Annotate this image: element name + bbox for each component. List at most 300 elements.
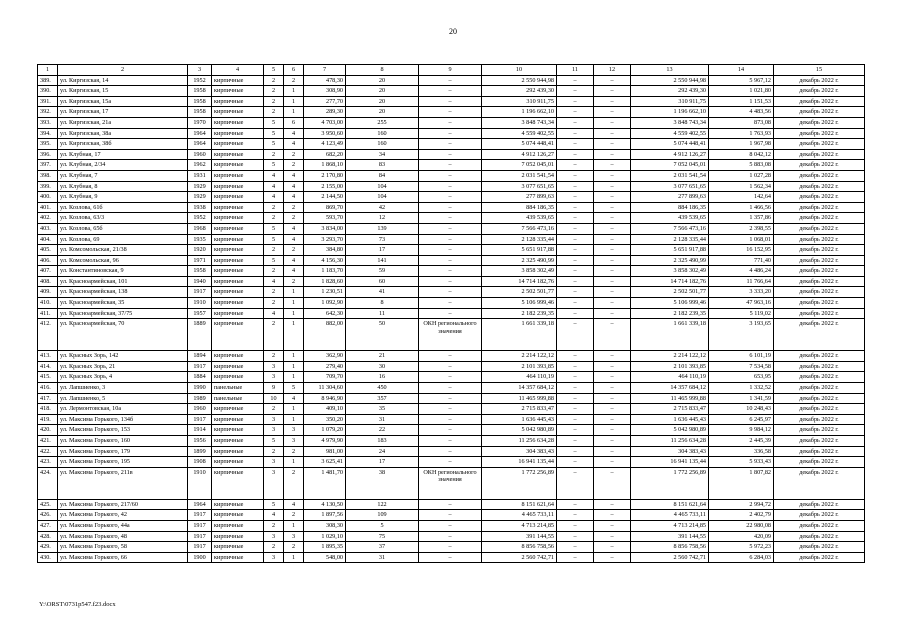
residents-cell: 20 bbox=[346, 107, 419, 118]
deadline-cell: декабрь 2022 г. bbox=[774, 128, 865, 139]
heritage-status-cell: – bbox=[419, 255, 482, 266]
deadline-cell: декабрь 2022 г. bbox=[774, 192, 865, 203]
deadline-cell: декабрь 2022 г. bbox=[774, 446, 865, 457]
floors-cell: 2 bbox=[264, 351, 284, 362]
year-cell: 1894 bbox=[188, 351, 212, 362]
table-row bbox=[38, 552, 865, 563]
dash-cell: – bbox=[594, 170, 631, 181]
cost-cell: 2 182 239,35 bbox=[482, 308, 557, 319]
row-number-cell: 405. bbox=[38, 245, 58, 256]
unit-cost-cell: 5 972,23 bbox=[709, 542, 774, 553]
heritage-status-cell: – bbox=[419, 96, 482, 107]
heritage-status-cell: – bbox=[419, 446, 482, 457]
dash-cell: – bbox=[594, 160, 631, 171]
cost-cell: 2 325 490,99 bbox=[482, 255, 557, 266]
year-cell: 1964 bbox=[188, 139, 212, 150]
table-row bbox=[38, 319, 865, 351]
row-number-cell: 399. bbox=[38, 181, 58, 192]
heritage-status-cell: – bbox=[419, 202, 482, 213]
cost-cell: 5 074 448,41 bbox=[482, 139, 557, 150]
area-cell: 1 481,70 bbox=[304, 467, 346, 499]
wall-material-cell: кирпичные bbox=[212, 372, 264, 383]
row-number-cell: 395. bbox=[38, 139, 58, 150]
wall-material-cell: кирпичные bbox=[212, 531, 264, 542]
year-cell: 1960 bbox=[188, 149, 212, 160]
total-cost-cell: 4 713 214,85 bbox=[631, 520, 709, 531]
area-cell: 1 230,51 bbox=[304, 287, 346, 298]
unit-cost-cell: 4 486,24 bbox=[709, 266, 774, 277]
address-cell: ул. Комсомольская, 96 bbox=[58, 255, 188, 266]
residents-cell: 17 bbox=[346, 245, 419, 256]
cost-cell: 304 383,43 bbox=[482, 446, 557, 457]
cost-cell: 277 899,63 bbox=[482, 192, 557, 203]
total-cost-cell: 4 912 126,27 bbox=[631, 149, 709, 160]
year-cell: 1958 bbox=[188, 266, 212, 277]
total-cost-cell: 1 196 662,10 bbox=[631, 107, 709, 118]
address-cell: ул. Козлова, 69 bbox=[58, 234, 188, 245]
residents-cell: 450 bbox=[346, 383, 419, 394]
entrances-cell: 2 bbox=[284, 245, 304, 256]
address-cell: ул. Максима Горького, 153 bbox=[58, 425, 188, 436]
deadline-cell: декабрь 2022 г. bbox=[774, 361, 865, 372]
dash-cell: – bbox=[594, 75, 631, 86]
residents-cell: 139 bbox=[346, 223, 419, 234]
address-cell: ул. Максима Горького, 42 bbox=[58, 510, 188, 521]
row-number-cell: 404. bbox=[38, 234, 58, 245]
year-cell: 1917 bbox=[188, 287, 212, 298]
area-cell: 709,70 bbox=[304, 372, 346, 383]
deadline-cell: декабрь 2022 г. bbox=[774, 86, 865, 97]
wall-material-cell: кирпичные bbox=[212, 96, 264, 107]
entrances-cell: 4 bbox=[284, 192, 304, 203]
area-cell: 882,00 bbox=[304, 319, 346, 351]
heritage-status-cell: – bbox=[419, 436, 482, 447]
floors-cell: 5 bbox=[264, 139, 284, 150]
cost-cell: 7 566 473,16 bbox=[482, 223, 557, 234]
unit-cost-cell: 3 193,65 bbox=[709, 319, 774, 351]
wall-material-cell: кирпичные bbox=[212, 404, 264, 415]
column-number-cell: 13 bbox=[631, 65, 709, 76]
area-cell: 308,30 bbox=[304, 520, 346, 531]
floors-cell: 3 bbox=[264, 467, 284, 499]
area-cell: 3 950,60 bbox=[304, 128, 346, 139]
year-cell: 1956 bbox=[188, 436, 212, 447]
cost-cell: 4 559 402,55 bbox=[482, 128, 557, 139]
cost-cell: 3 848 743,34 bbox=[482, 117, 557, 128]
heritage-status-cell: – bbox=[419, 308, 482, 319]
heritage-status-cell: – bbox=[419, 170, 482, 181]
wall-material-cell: кирпичные bbox=[212, 361, 264, 372]
dash-cell: – bbox=[557, 531, 594, 542]
total-cost-cell: 5 074 448,41 bbox=[631, 139, 709, 150]
residents-cell: 83 bbox=[346, 160, 419, 171]
column-number-row bbox=[38, 65, 865, 76]
page-number: 20 bbox=[449, 27, 457, 36]
year-cell: 1899 bbox=[188, 446, 212, 457]
cost-cell: 391 144,55 bbox=[482, 531, 557, 542]
year-cell: 1960 bbox=[188, 404, 212, 415]
dash-cell: – bbox=[557, 287, 594, 298]
wall-material-cell: кирпичные bbox=[212, 213, 264, 224]
heritage-status-cell: – bbox=[419, 372, 482, 383]
heritage-status-cell: – bbox=[419, 86, 482, 97]
entrances-cell: 1 bbox=[284, 520, 304, 531]
unit-cost-cell: 2 402,79 bbox=[709, 510, 774, 521]
deadline-cell: декабрь 2022 г. bbox=[774, 520, 865, 531]
table-row bbox=[38, 414, 865, 425]
floors-cell: 2 bbox=[264, 245, 284, 256]
row-number-cell: 423. bbox=[38, 457, 58, 468]
dash-cell: – bbox=[594, 255, 631, 266]
address-cell: ул. Киргизская, 17 bbox=[58, 107, 188, 118]
floors-cell: 2 bbox=[264, 404, 284, 415]
row-number-cell: 424. bbox=[38, 467, 58, 499]
area-cell: 1 868,10 bbox=[304, 160, 346, 171]
deadline-cell: декабрь 2022 г. bbox=[774, 287, 865, 298]
row-number-cell: 407. bbox=[38, 266, 58, 277]
dash-cell: – bbox=[557, 499, 594, 510]
table-row bbox=[38, 446, 865, 457]
heritage-status-cell: ОКН регионального значения bbox=[419, 467, 482, 499]
unit-cost-cell: 5 933,43 bbox=[709, 457, 774, 468]
unit-cost-cell: 1 967,98 bbox=[709, 139, 774, 150]
entrances-cell: 2 bbox=[284, 149, 304, 160]
cost-cell: 4 912 126,27 bbox=[482, 149, 557, 160]
area-cell: 1 029,10 bbox=[304, 531, 346, 542]
cost-cell: 5 042 980,89 bbox=[482, 425, 557, 436]
unit-cost-cell: 420,09 bbox=[709, 531, 774, 542]
residents-cell: 17 bbox=[346, 457, 419, 468]
dash-cell: – bbox=[594, 139, 631, 150]
total-cost-cell: 7 566 473,16 bbox=[631, 223, 709, 234]
unit-cost-cell: 1 357,86 bbox=[709, 213, 774, 224]
unit-cost-cell: 3 333,20 bbox=[709, 287, 774, 298]
year-cell: 1970 bbox=[188, 117, 212, 128]
cost-cell: 3 858 302,49 bbox=[482, 266, 557, 277]
area-cell: 362,90 bbox=[304, 351, 346, 362]
year-cell: 1917 bbox=[188, 520, 212, 531]
cost-cell: 2 502 501,77 bbox=[482, 287, 557, 298]
floors-cell: 2 bbox=[264, 107, 284, 118]
entrances-cell: 1 bbox=[284, 457, 304, 468]
year-cell: 1990 bbox=[188, 383, 212, 394]
entrances-cell: 2 bbox=[284, 276, 304, 287]
heritage-status-cell: – bbox=[419, 266, 482, 277]
deadline-cell: декабрь 2022 г. bbox=[774, 266, 865, 277]
dash-cell: – bbox=[557, 467, 594, 499]
wall-material-cell: кирпичные bbox=[212, 234, 264, 245]
dash-cell: – bbox=[594, 223, 631, 234]
year-cell: 1958 bbox=[188, 86, 212, 97]
unit-cost-cell: 1 562,34 bbox=[709, 181, 774, 192]
address-cell: ул. Комсомольская, 21/38 bbox=[58, 245, 188, 256]
residents-cell: 59 bbox=[346, 266, 419, 277]
entrances-cell: 4 bbox=[284, 223, 304, 234]
residents-cell: 34 bbox=[346, 149, 419, 160]
column-number-cell: 9 bbox=[419, 65, 482, 76]
year-cell: 1935 bbox=[188, 234, 212, 245]
wall-material-cell: кирпичные bbox=[212, 160, 264, 171]
entrances-cell: 2 bbox=[284, 542, 304, 553]
residents-cell: 104 bbox=[346, 181, 419, 192]
deadline-cell: декабрь 2022 г. bbox=[774, 96, 865, 107]
year-cell: 1952 bbox=[188, 213, 212, 224]
cost-cell: 2 715 833,47 bbox=[482, 404, 557, 415]
cost-cell: 14 714 182,76 bbox=[482, 276, 557, 287]
deadline-cell: декабрь 2022 г. bbox=[774, 170, 865, 181]
address-cell: ул. Козлова, 65б bbox=[58, 223, 188, 234]
dash-cell: – bbox=[557, 266, 594, 277]
heritage-status-cell: – bbox=[419, 75, 482, 86]
dash-cell: – bbox=[594, 372, 631, 383]
row-number-cell: 415. bbox=[38, 372, 58, 383]
area-cell: 4 979,90 bbox=[304, 436, 346, 447]
area-cell: 277,70 bbox=[304, 96, 346, 107]
address-cell: ул. Максима Горького, 211в bbox=[58, 467, 188, 499]
unit-cost-cell: 1 027,28 bbox=[709, 170, 774, 181]
heritage-status-cell: – bbox=[419, 287, 482, 298]
floors-cell: 2 bbox=[264, 75, 284, 86]
entrances-cell: 1 bbox=[284, 404, 304, 415]
wall-material-cell: кирпичные bbox=[212, 245, 264, 256]
table-row bbox=[38, 542, 865, 553]
heritage-status-cell: – bbox=[419, 245, 482, 256]
dash-cell: – bbox=[557, 308, 594, 319]
address-cell: ул. Максима Горького, 217/60 bbox=[58, 499, 188, 510]
total-cost-cell: 3 858 302,49 bbox=[631, 266, 709, 277]
heritage-status-cell: ОКН регионального значения bbox=[419, 319, 482, 351]
address-cell: ул. Красноармейская, 138 bbox=[58, 287, 188, 298]
address-cell: ул. Козлова, 61б bbox=[58, 202, 188, 213]
dash-cell: – bbox=[594, 425, 631, 436]
residents-cell: 50 bbox=[346, 319, 419, 351]
unit-cost-cell: 771,40 bbox=[709, 255, 774, 266]
dash-cell: – bbox=[557, 107, 594, 118]
cost-cell: 7 052 045,01 bbox=[482, 160, 557, 171]
unit-cost-cell: 16 152,95 bbox=[709, 245, 774, 256]
entrances-cell: 3 bbox=[284, 436, 304, 447]
residents-cell: 8 bbox=[346, 298, 419, 309]
wall-material-cell: панельные bbox=[212, 383, 264, 394]
wall-material-cell: кирпичные bbox=[212, 223, 264, 234]
address-cell: ул. Максима Горького, 134б bbox=[58, 414, 188, 425]
table-row bbox=[38, 86, 865, 97]
total-cost-cell: 11 256 634,28 bbox=[631, 436, 709, 447]
year-cell: 1910 bbox=[188, 298, 212, 309]
floors-cell: 5 bbox=[264, 499, 284, 510]
unit-cost-cell: 2 445,39 bbox=[709, 436, 774, 447]
year-cell: 1938 bbox=[188, 202, 212, 213]
floors-cell: 2 bbox=[264, 287, 284, 298]
total-cost-cell: 2 128 335,44 bbox=[631, 234, 709, 245]
column-number-cell: 5 bbox=[264, 65, 284, 76]
floors-cell: 2 bbox=[264, 542, 284, 553]
wall-material-cell: кирпичные bbox=[212, 499, 264, 510]
cost-cell: 16 941 135,44 bbox=[482, 457, 557, 468]
unit-cost-cell: 653,95 bbox=[709, 372, 774, 383]
dash-cell: – bbox=[557, 351, 594, 362]
deadline-cell: декабрь 2022 г. bbox=[774, 255, 865, 266]
row-number-cell: 391. bbox=[38, 96, 58, 107]
residents-cell: 122 bbox=[346, 499, 419, 510]
address-cell: ул. Максима Горького, 66 bbox=[58, 552, 188, 563]
wall-material-cell: кирпичные bbox=[212, 266, 264, 277]
address-cell: ул. Клубная, 2/34 bbox=[58, 160, 188, 171]
entrances-cell: 1 bbox=[284, 287, 304, 298]
entrances-cell: 4 bbox=[284, 234, 304, 245]
wall-material-cell: кирпичные bbox=[212, 192, 264, 203]
area-cell: 384,80 bbox=[304, 245, 346, 256]
entrances-cell: 2 bbox=[284, 202, 304, 213]
entrances-cell: 1 bbox=[284, 107, 304, 118]
table-row bbox=[38, 139, 865, 150]
area-cell: 682,20 bbox=[304, 149, 346, 160]
dash-cell: – bbox=[594, 446, 631, 457]
entrances-cell: 1 bbox=[284, 319, 304, 351]
total-cost-cell: 14 714 182,76 bbox=[631, 276, 709, 287]
cost-cell: 4 713 214,85 bbox=[482, 520, 557, 531]
dash-cell: – bbox=[594, 128, 631, 139]
floors-cell: 4 bbox=[264, 170, 284, 181]
row-number-cell: 427. bbox=[38, 520, 58, 531]
row-number-cell: 425. bbox=[38, 499, 58, 510]
residents-cell: 41 bbox=[346, 287, 419, 298]
cost-cell: 2 101 393,85 bbox=[482, 361, 557, 372]
area-cell: 3 293,70 bbox=[304, 234, 346, 245]
deadline-cell: декабрь 2022 г. bbox=[774, 234, 865, 245]
wall-material-cell: кирпичные bbox=[212, 542, 264, 553]
floors-cell: 5 bbox=[264, 117, 284, 128]
wall-material-cell: кирпичные bbox=[212, 457, 264, 468]
wall-material-cell: кирпичные bbox=[212, 107, 264, 118]
area-cell: 4 703,00 bbox=[304, 117, 346, 128]
total-cost-cell: 2 550 944,98 bbox=[631, 75, 709, 86]
residents-cell: 104 bbox=[346, 192, 419, 203]
row-number-cell: 421. bbox=[38, 436, 58, 447]
area-cell: 350,20 bbox=[304, 414, 346, 425]
unit-cost-cell: 7 534,58 bbox=[709, 361, 774, 372]
row-number-cell: 390. bbox=[38, 86, 58, 97]
dash-cell: – bbox=[557, 425, 594, 436]
heritage-status-cell: – bbox=[419, 298, 482, 309]
dash-cell: – bbox=[557, 149, 594, 160]
residents-cell: 20 bbox=[346, 75, 419, 86]
row-number-cell: 420. bbox=[38, 425, 58, 436]
total-cost-cell: 4 559 402,55 bbox=[631, 128, 709, 139]
dash-cell: – bbox=[557, 202, 594, 213]
dash-cell: – bbox=[594, 276, 631, 287]
cost-cell: 8 151 621,64 bbox=[482, 499, 557, 510]
year-cell: 1931 bbox=[188, 170, 212, 181]
area-cell: 593,70 bbox=[304, 213, 346, 224]
row-number-cell: 398. bbox=[38, 170, 58, 181]
dash-cell: – bbox=[557, 552, 594, 563]
dash-cell: – bbox=[594, 181, 631, 192]
residents-cell: 109 bbox=[346, 510, 419, 521]
heritage-status-cell: – bbox=[419, 223, 482, 234]
dash-cell: – bbox=[594, 499, 631, 510]
wall-material-cell: кирпичные bbox=[212, 351, 264, 362]
dash-cell: – bbox=[594, 467, 631, 499]
entrances-cell: 2 bbox=[284, 213, 304, 224]
row-number-cell: 428. bbox=[38, 531, 58, 542]
dash-cell: – bbox=[594, 319, 631, 351]
deadline-cell: декабрь 2022 г. bbox=[774, 245, 865, 256]
entrances-cell: 1 bbox=[284, 361, 304, 372]
deadline-cell: декабрь 2022 г. bbox=[774, 160, 865, 171]
residents-cell: 42 bbox=[346, 202, 419, 213]
cost-cell: 11 256 634,28 bbox=[482, 436, 557, 447]
entrances-cell: 1 bbox=[284, 414, 304, 425]
deadline-cell: декабрь 2022 г. bbox=[774, 308, 865, 319]
residents-cell: 357 bbox=[346, 393, 419, 404]
dash-cell: – bbox=[557, 383, 594, 394]
wall-material-cell: кирпичные bbox=[212, 181, 264, 192]
dash-cell: – bbox=[557, 160, 594, 171]
total-cost-cell: 2 502 501,77 bbox=[631, 287, 709, 298]
residents-cell: 21 bbox=[346, 351, 419, 362]
dash-cell: – bbox=[594, 520, 631, 531]
floors-cell: 3 bbox=[264, 425, 284, 436]
wall-material-cell: кирпичные bbox=[212, 117, 264, 128]
address-cell: ул. Красноармейская, 70 bbox=[58, 319, 188, 351]
deadline-cell: декабрь 2022 г. bbox=[774, 372, 865, 383]
dash-cell: – bbox=[557, 298, 594, 309]
total-cost-cell: 3 848 743,34 bbox=[631, 117, 709, 128]
table-row bbox=[38, 170, 865, 181]
wall-material-cell: кирпичные bbox=[212, 86, 264, 97]
column-number-cell: 1 bbox=[38, 65, 58, 76]
year-cell: 1971 bbox=[188, 255, 212, 266]
total-cost-cell: 2 325 490,99 bbox=[631, 255, 709, 266]
total-cost-cell: 2 031 541,54 bbox=[631, 170, 709, 181]
unit-cost-cell: 142,64 bbox=[709, 192, 774, 203]
address-cell: ул. Красноармейская, 35 bbox=[58, 298, 188, 309]
wall-material-cell: кирпичные bbox=[212, 319, 264, 351]
row-number-cell: 409. bbox=[38, 287, 58, 298]
dash-cell: – bbox=[594, 213, 631, 224]
table-row bbox=[38, 467, 865, 499]
row-number-cell: 389. bbox=[38, 75, 58, 86]
dash-cell: – bbox=[594, 266, 631, 277]
deadline-cell: декабрь 2022 г. bbox=[774, 181, 865, 192]
cost-cell: 14 357 684,12 bbox=[482, 383, 557, 394]
unit-cost-cell: 1 021,80 bbox=[709, 86, 774, 97]
column-number-cell: 14 bbox=[709, 65, 774, 76]
dash-cell: – bbox=[594, 86, 631, 97]
row-number-cell: 417. bbox=[38, 393, 58, 404]
wall-material-cell: кирпичные bbox=[212, 467, 264, 499]
heritage-status-cell: – bbox=[419, 510, 482, 521]
area-cell: 1 828,60 bbox=[304, 276, 346, 287]
address-cell: ул. Киргизская, 15а bbox=[58, 96, 188, 107]
dash-cell: – bbox=[594, 457, 631, 468]
row-number-cell: 408. bbox=[38, 276, 58, 287]
deadline-cell: декабрь 2022 г. bbox=[774, 298, 865, 309]
wall-material-cell: кирпичные bbox=[212, 510, 264, 521]
row-number-cell: 396. bbox=[38, 149, 58, 160]
unit-cost-cell: 1 807,82 bbox=[709, 467, 774, 499]
wall-material-cell: кирпичные bbox=[212, 446, 264, 457]
column-number-cell: 7 bbox=[304, 65, 346, 76]
entrances-cell: 5 bbox=[284, 383, 304, 394]
cost-cell: 292 439,30 bbox=[482, 86, 557, 97]
floors-cell: 2 bbox=[264, 446, 284, 457]
entrances-cell: 4 bbox=[284, 139, 304, 150]
residents-cell: 160 bbox=[346, 139, 419, 150]
address-cell: ул. Клубная, 8 bbox=[58, 181, 188, 192]
row-number-cell: 403. bbox=[38, 223, 58, 234]
